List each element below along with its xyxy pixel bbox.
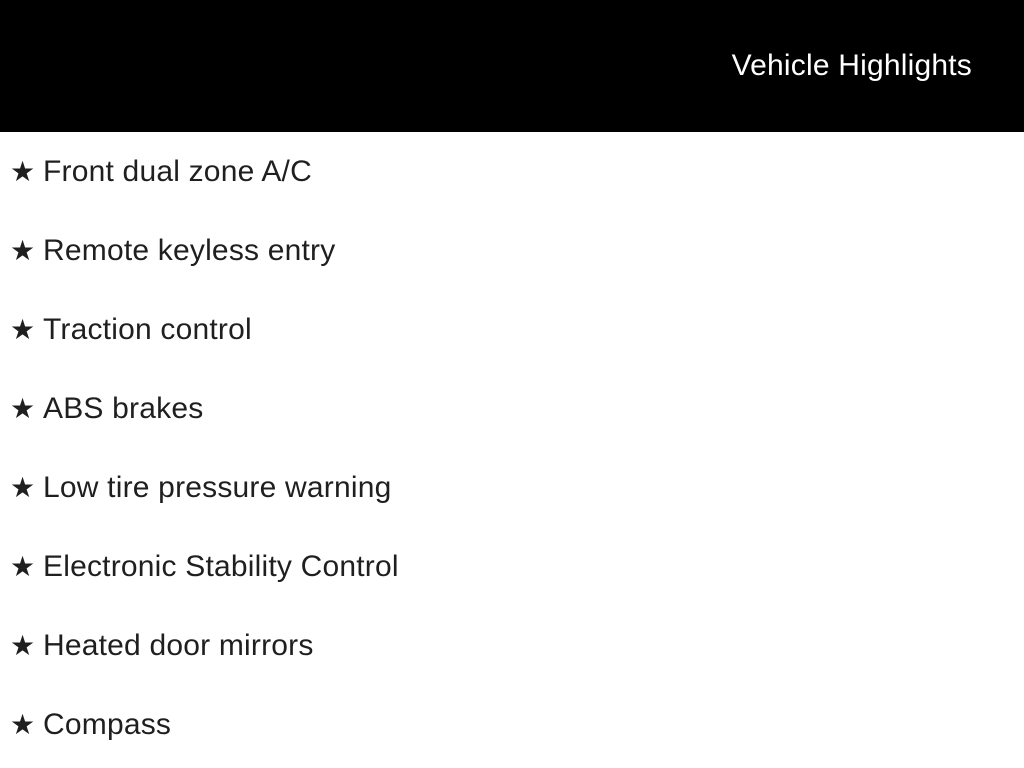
highlight-label: Remote keyless entry — [43, 233, 336, 267]
list-item — [0, 369, 1024, 448]
list-item — [0, 290, 1024, 369]
list-item — [0, 211, 1024, 290]
page-title: Vehicle Highlights — [731, 49, 972, 82]
highlight-label: Traction control — [43, 312, 252, 346]
highlight-label: Heated door mirrors — [43, 628, 314, 662]
star-icon: ★ — [10, 155, 36, 187]
star-icon: ★ — [10, 550, 36, 582]
star-icon: ★ — [10, 392, 36, 424]
list-item — [0, 527, 1024, 606]
star-icon: ★ — [10, 708, 36, 740]
list-item — [0, 685, 1024, 764]
highlight-label: Compass — [43, 707, 172, 741]
highlight-label: Electronic Stability Control — [43, 549, 399, 583]
star-icon: ★ — [10, 234, 36, 266]
highlight-label: Low tire pressure warning — [43, 470, 392, 504]
list-item — [0, 132, 1024, 211]
star-icon: ★ — [10, 629, 36, 661]
list-item — [0, 448, 1024, 527]
header-bar — [0, 0, 1024, 132]
star-icon: ★ — [10, 471, 36, 503]
highlights-list — [0, 132, 1024, 764]
highlight-label: Front dual zone A/C — [43, 154, 312, 188]
highlight-label: ABS brakes — [43, 391, 204, 425]
star-icon: ★ — [10, 313, 36, 345]
list-item — [0, 606, 1024, 685]
